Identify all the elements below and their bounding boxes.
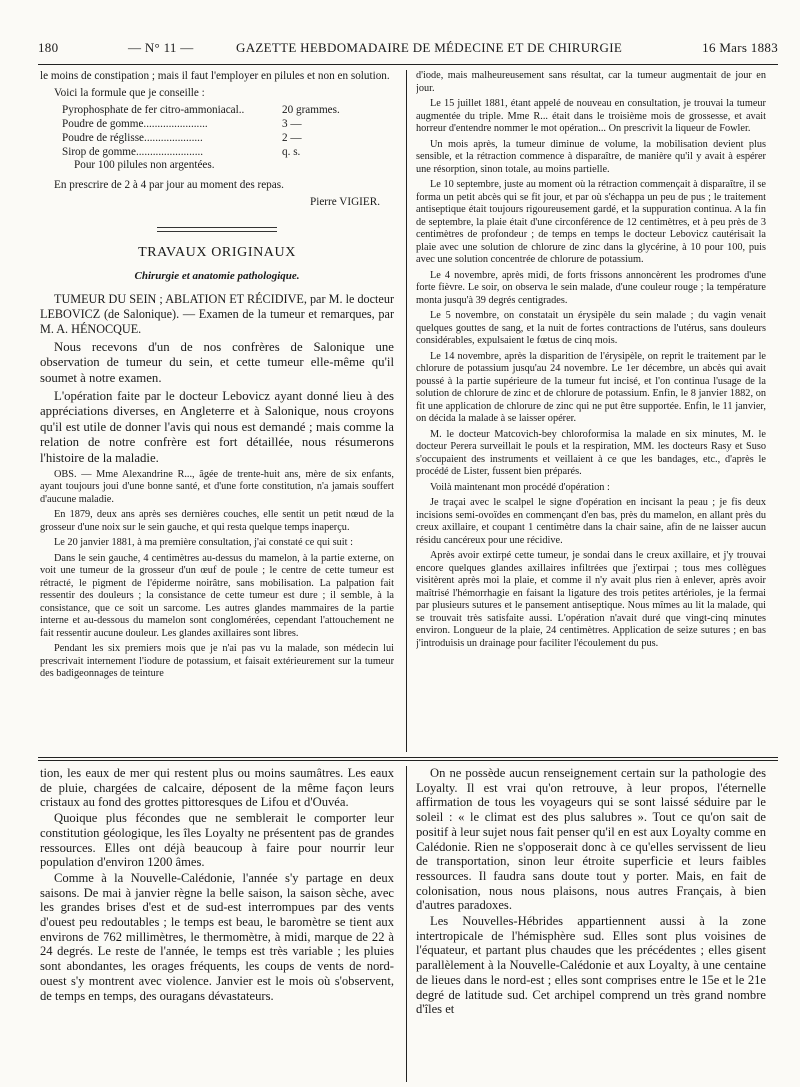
left-column <box>40 70 394 752</box>
paragraph: Après avoir extirpé cette tumeur, je sondai dans le creux axillaire, et j'y trouvai encore quelques glandes axillaires infiltrées que j'extirpai ; tous mes collègues visitèrent après moi la plaie, et comme il n'y avait plus rien à enlever, après avoir maîtrisé l'hémorrhagie en faisant la ligature des trois petites artérioles, je la fermai par plusieurs sutures et le pansement antiseptique. Nous mîmes au lit la malade, qui se trouvait très satisfaite aussi. L'opération n'avait duré que vingt-cinq minutes environ. Longueur de la plaie, 24 centimètres. Application de seize sutures ; en bas j'introduisis un drainage pour faciliter l'écoulement du pus. <box>416 550 766 649</box>
right-column <box>416 70 766 752</box>
paragraph: le moins de constipation ; mais il faut l'employer en pilules et non en solution. <box>40 70 390 82</box>
formula-row: Poudre de gomme....................... 3 — <box>62 118 302 131</box>
formula-row: Sirop de gomme........................ q. s. <box>62 145 301 158</box>
header-rule <box>38 64 778 65</box>
paragraph: Le 14 novembre, après la disparition de l'érysipèle, on reprit le traitement par le chlorure de potassium jusqu'au 24 novembre. Le 1er décembre, un abcès qui avait poussé à la partie supérieure de la tumeur fut incisé, et l'on continua l'usage de la solution de chlorure de zinc et de chlorure de potassium. Enfin, le 8 janvier 1882, on fit une application de chlorure de zinc qui ne put être supportée. Enfin, le 11 janvier, on décida la malade à se laisser opérer. <box>416 350 766 424</box>
section-ornament <box>157 227 277 232</box>
author-signature: Pierre VIGIER. <box>309 195 380 208</box>
section-title: TRAVAUX ORIGINAUX <box>138 245 296 261</box>
paragraph: Dans le sein gauche, 4 centimètres au-dessus du mamelon, à la partie externe, on voit une tumeur de la grosseur d'un œuf de poule ; le centre de cette tumeur est rétracté, le pigment de l'épiderme noirâtre, sans mobilisation. La palpation fait ressentir des douleurs ; la consistance de cette tumeur est dure ; il semble, à la consistance, que ce soit un sarcome. Les autres glandes mammaires de la partie interne et au-dessous du mamelon sont conglomérées, cependant l'attouchement ne fait ressentir aucune douleur. Les glandes axillaires sont libres. <box>40 552 394 639</box>
paragraph: Le 4 novembre, après midi, de forts frissons annoncèrent les prodromes d'une forte fièvre. Le soir, on observa le sein malade, d'une couleur rouge ; la température monta jusqu'à 39 degrés centigrades. <box>416 269 766 306</box>
paragraph: Le 20 janvier 1881, à ma première consultation, j'ai constaté ce qui suit : <box>54 537 353 549</box>
paragraph: Voilà maintenant mon procédé d'opération : <box>430 481 610 493</box>
issue-date: 16 Mars 1883 <box>702 40 778 55</box>
formula-note: Pour 100 pilules non argentées. <box>74 159 215 172</box>
subsection-title: Chirurgie et anatomie pathologique. <box>134 270 300 283</box>
paragraph: Le 5 novembre, on constatait un érysipèle du sein malade ; du vagin venait quelques gouttes de sang, et la nuit de fortes contractions de l'utérus, sans douleurs considérables, expulsaient le fœtus de cinq mois. <box>416 310 766 346</box>
journal-title: GAZETTE HEBDOMADAIRE DE MÉDECINE ET DE CHIRURGIE <box>236 40 623 55</box>
column-rule <box>406 766 407 1082</box>
paragraph: Un mois après, la tumeur diminue de volume, la mobilisation devient plus sensible, et la rétraction commence à disparaître, de manière qu'il y avait à espérer une résorption, sinon totale, au moins partielle. <box>416 138 766 175</box>
paragraph: Comme à la Nouvelle-Calédonie, l'année s'y partage en deux saisons. De mai à janvier règne la belle saison, la saison sèche, avec les grandes brises d'est et de sud-est interrompues par des vents d'ouest peu redoutables ; le temps est beau, le baromètre se tient aux environs de 762 millimètres, le thermomètre, à midi, marque de 22 à 24 degrés. Le reste de l'année, le temps est très variable ; les pluies sont abondantes, les orages fréquents, les coups de vents de nord-ouest s'y montrent avec violence. Janvier est le mois où s'observent, de temps en temps, des ouragans dévastateurs. <box>40 870 394 1003</box>
paragraph: On ne possède aucun renseignement certain sur la pathologie des Loyalty. Il est vrai qu'on retrouve, à leur propos, l'éternelle affirmation de tous les voyageurs qui se sont laissé séduire par le soleil : « le climat est des plus salubres ». Tout ce qu'on sait de positif à leur sujet nous fait penser qu'il en est aux Loyalty comme en Calédonie. Rien ne s'opposerait donc à ce qu'elles servissent de lieu de transportation, sinon leur étroite superficie et leurs faibles ressources. Il faudra sans doute tout y porter. Mais, en fait de colonisation, nous nous plaisons, nous autres Français, à bien d'autres paradoxes. <box>416 766 766 913</box>
column-rule <box>406 70 407 752</box>
issue-number: — N° 11 — <box>128 40 194 55</box>
paragraph: Voici la formule que je conseille : <box>54 86 205 99</box>
page-number: 180 <box>38 40 59 55</box>
paragraph: tion, les eaux de mer qui restent plus ou moins saumâtres. Les eaux de pluie, chargées de calcaire, déposent de la même façon leurs cristaux au fond des grottes pittoresques de Lifou et d'Ouvéa. <box>40 766 394 810</box>
paragraph: Pendant les six premiers mois que je n'ai pas vu la malade, son médecin lui prescrivait internement l'iodure de potassium, et faisait extérieurement sur la tumeur des badigeonnages de teinture <box>40 643 394 680</box>
paragraph: Les Nouvelles-Hébrides appartiennent aussi à la zone intertropicale de l'hémisphère sud. Elles sont plus voisines de l'équateur, et partant plus chaudes que les précédentes ; elles gisent parallèlement à la Nouvelle-Calédonie et aux Loyalty, à une centaine de lieues dans le nord-est ; elles sont comprises entre le 15e et le 21e degré de latitude sud. Cet archipel comprend un très grand nombre d'îles et <box>416 914 766 1017</box>
article-heading: TUMEUR DU SEIN ; ABLATION ET RÉCIDIVE, par M. le docteur LEBOVICZ (de Salonique). — Examen de la tumeur et remarques, par M. A. HÉNOCQUE. <box>40 291 394 336</box>
bottom-left-column <box>40 766 394 1082</box>
formula-row: Poudre de réglisse..................... 2 — <box>62 131 302 144</box>
paragraph: En 1879, deux ans après ses dernières couches, elle sentit un petit nœud de la grosseur d'une noix sur le sein gauche, et qui resta quelque temps inaperçu. <box>40 509 394 533</box>
paragraph: En prescrire de 2 à 4 par jour au moment des repas. <box>54 178 284 191</box>
paragraph: OBS. — Mme Alexandrine R..., âgée de trente-huit ans, mère de six enfants, ayant toujours joui d'une bonne santé, et d'une forte constitution, n'a jamais souffert d'aucune maladie. <box>40 468 394 505</box>
paragraph: Le 15 juillet 1881, étant appelé de nouveau en consultation, je trouvai la tumeur augmentée du triple. Mme R... était dans le troisième mois de grossesse, et avait horreur d'entendre nommer le mot opération... On prescrivit la liqueur de Fowler. <box>416 98 766 134</box>
paragraph: Le 10 septembre, juste au moment où la rétraction commençait à disparaître, il se forma un petit abcès qui se fit jour, et par où s'échappa un peu de pus ; le traitement antiseptique était toujours rigoureusement gardé, et la suppuration continua. A la fin de septembre, la plaie était d'une circonférence de 12 centimètres, et à peu près de 3 centimètres de profondeur ; de temps en temps le docteur Lebovicz cautérisait la plaie avec une solution de chlorure de zinc dans la glycérine, à 10 pour 100, puis avec une solution concentrée de chlorure de potassium. <box>416 179 766 265</box>
paragraph: Quoique plus fécondes que ne semblerait le comporter leur constitution géologique, les îles Loyalty ne présentent pas de grandes ressources. Elles ont déjà beaucoup à faire pour nourrir leur population d'environ 1200 âmes. <box>40 811 394 870</box>
paragraph: d'iode, mais malheureusement sans résultat, car la tumeur augmentait de jour en jour. <box>416 70 766 94</box>
paragraph: Je traçai avec le scalpel le signe d'opération en incisant la peau ; je fis deux incisions semi-ovoïdes en commençant d'en bas, près du mamelon, en allant près du creux axillaire, et coupant 1 centimètre dans la chair saine, afin de ne laisser aucun résidu cancéreux pour une récidive. <box>416 497 766 546</box>
paragraph: M. le docteur Matcovich-bey chloroformisa la malade en six minutes, M. le docteur Perera surveillait le pouls et la respiration, MM. les docteurs Rasy et Suso s'occupaient des instruments et veillaient à ce que les bandages, etc., d'après le procédé de Lister, fussent bien préparés. <box>416 428 766 477</box>
paragraph: L'opération faite par le docteur Lebovicz ayant donné lieu à des appréciations diverses, en Angleterre et à Salonique, nous croyons qu'il est utile de donner l'avis qui nous est demandé ; mais comme la relation de notre confrère est fort détaillée, nous résumerons l'histoire de la maladie. <box>40 388 394 465</box>
formula-row: Pyrophosphate de fer citro-ammoniacal.. 20 grammes. <box>62 104 340 117</box>
bottom-right-column <box>416 766 766 1082</box>
running-header <box>38 40 778 60</box>
prescription-formula <box>62 104 394 173</box>
article-intro <box>40 340 394 466</box>
section-separator-rule-2 <box>38 760 778 761</box>
section-separator-rule <box>38 757 778 758</box>
paragraph: Nous recevons d'un de nos confrères de Salonique une observation de tumeur du sein, et cette tumeur elle-même qu'il soumet à notre examen. <box>40 339 394 385</box>
